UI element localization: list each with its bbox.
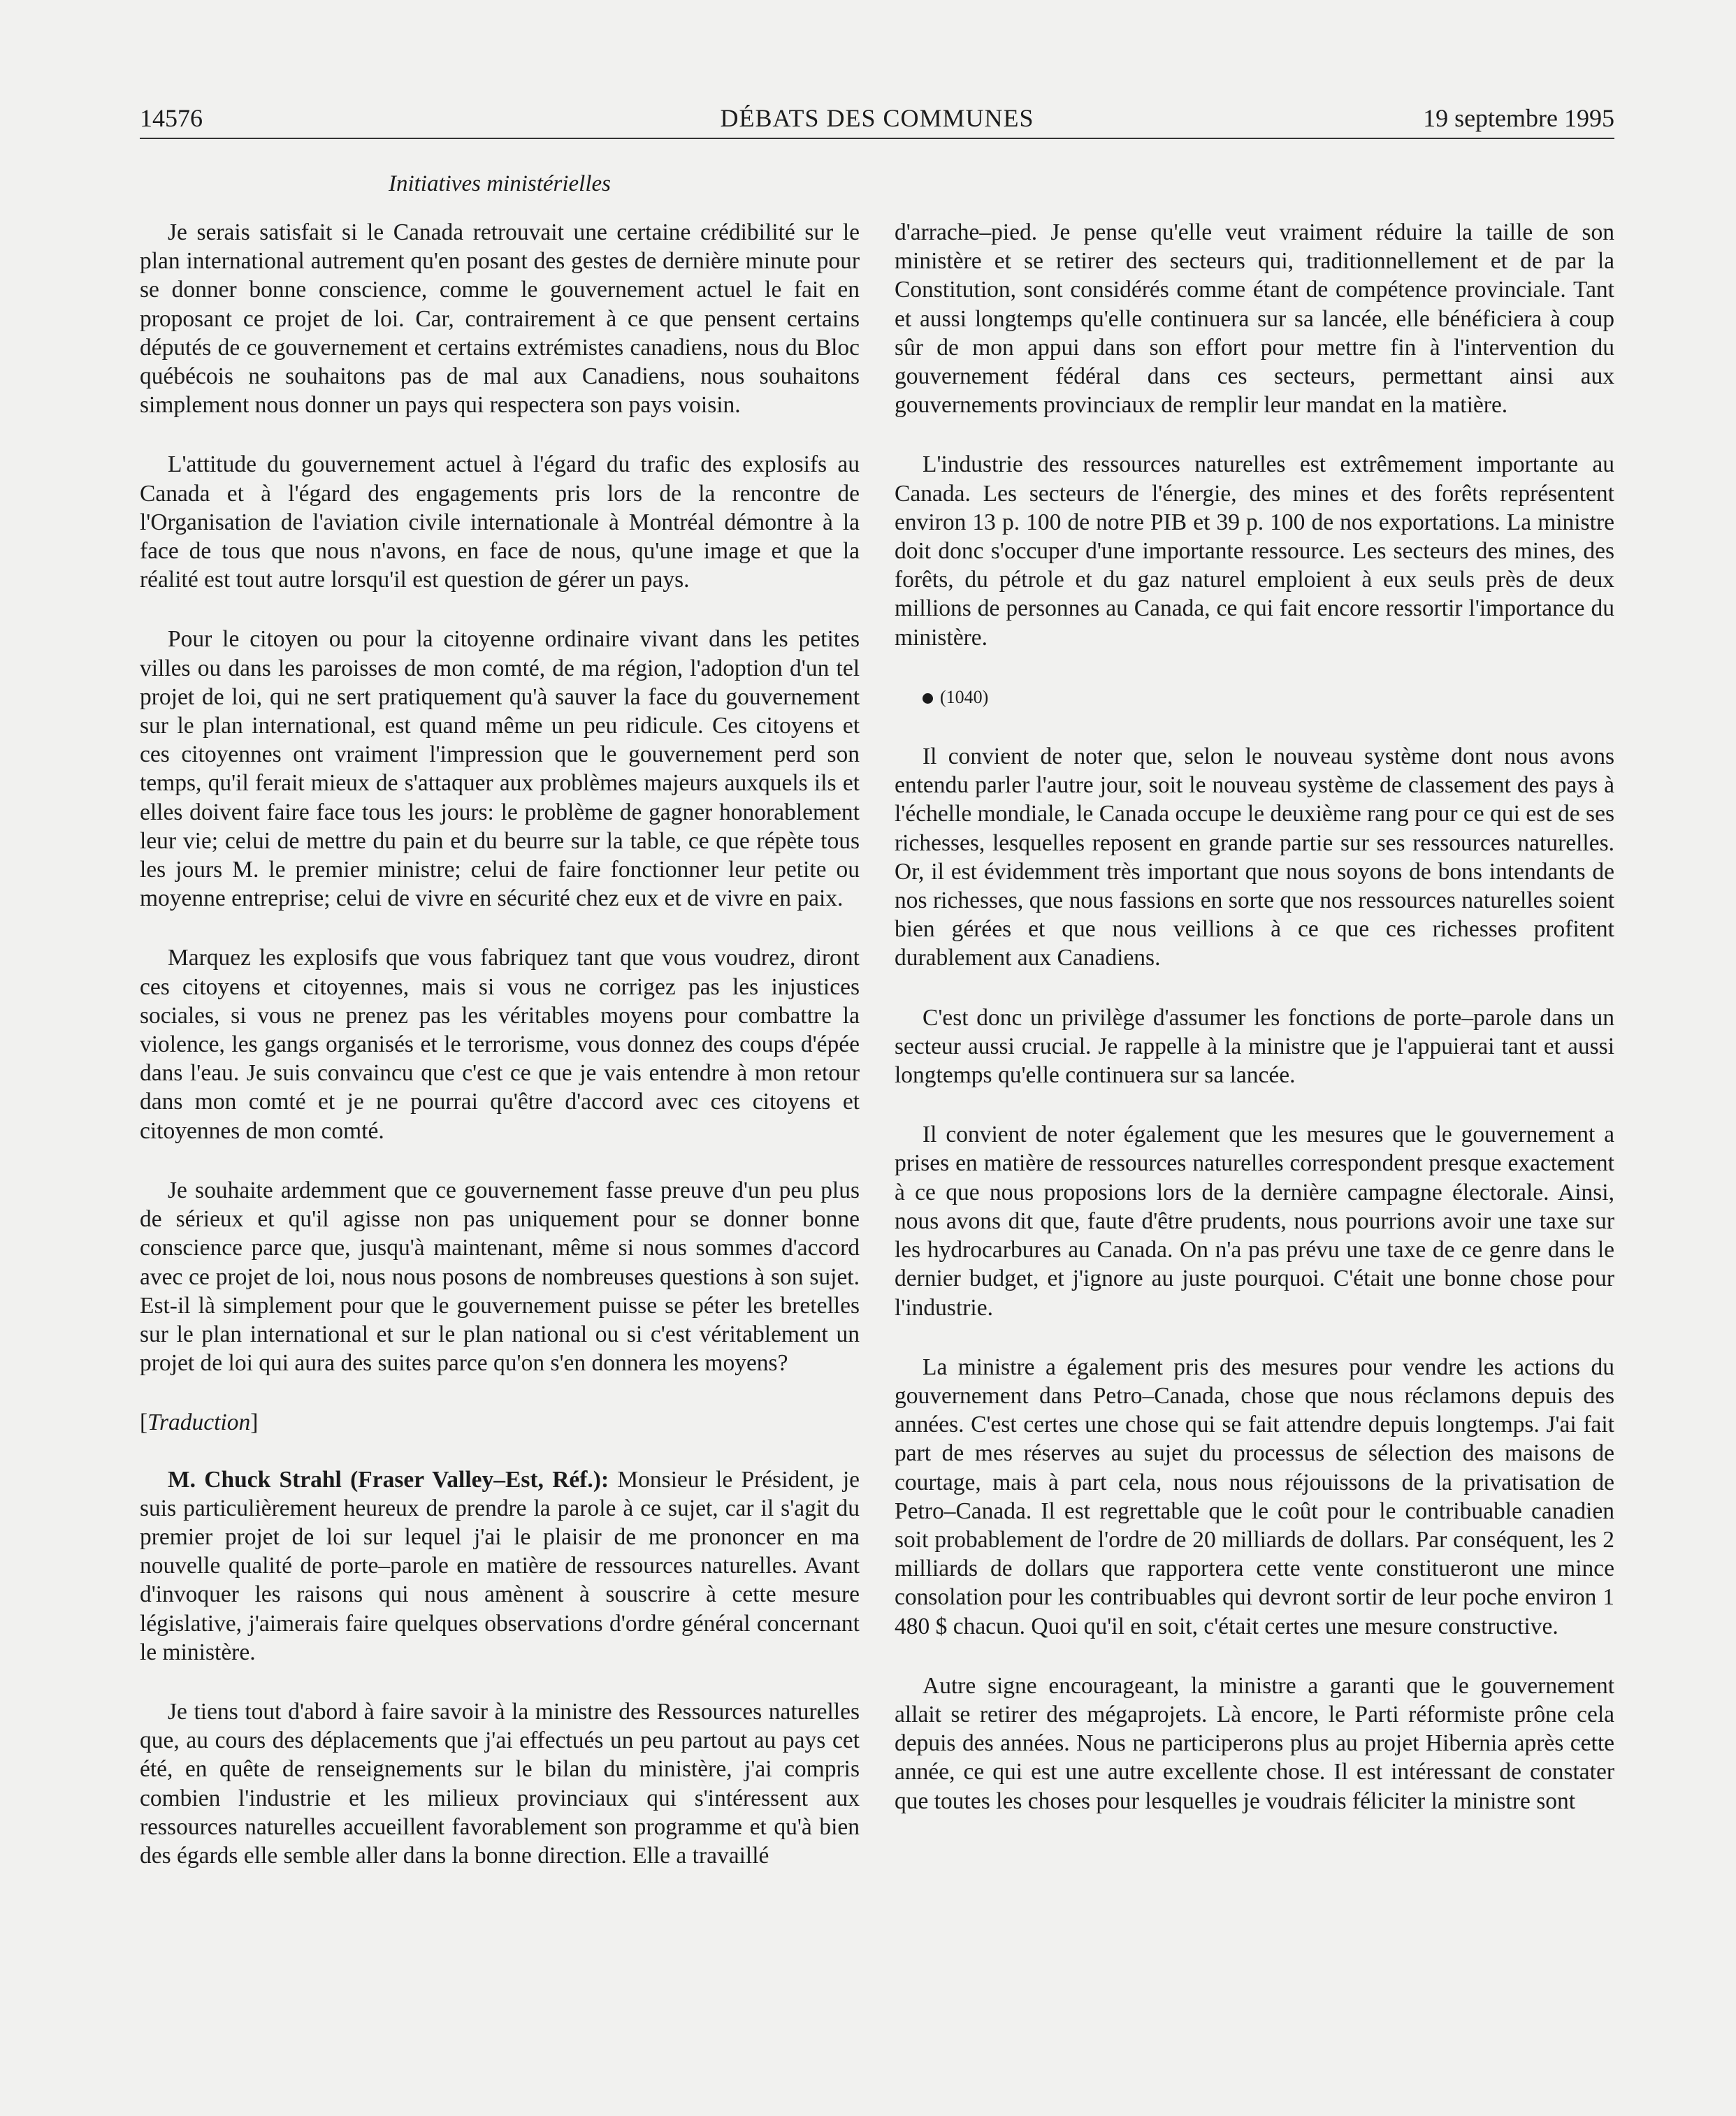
right-column	[895, 218, 1614, 1846]
paragraph: La ministre a également pris des mesures pour vendre les actions du gouvernement dans Petro–Canada, chose que nous réclamons depuis des années. C'est certes une chose qui se fait attendre depuis longtemps. J'ai fait part de mes réserves au sujet du processus de sélection des maisons de courtage, mais à part cela, nous nous réjouissons de la privatisation de Petro–Canada. Il est regrettable que le coût pour le contribuable canadien soit probablement de l'ordre de 20 milliards de dollars. Par conséquent, les 2 milliards de dollars que rapportera cette vente constitueront une mince consolation pour les contribuables qui devront sortir de leur poche environ 1 480 $ chacun. Quoi qu'il en soit, c'était certes une mesure constructive.	[895, 1354, 1614, 1639]
page-header	[140, 98, 1614, 140]
paragraph: Pour le citoyen ou pour la citoyenne ordinaire vivant dans les petites villes ou dans les paroisses de mon comté, de ma région, l'adoption d'un tel projet de loi, qui ne sert pratiquement qu'à sauver la face du gouvernement sur le plan international, est quand même un peu ridicule. Ces citoyens et ces citoyennes ont vraiment l'impression que le gouvernement perd son temps, qu'il ferait mieux de s'attaquer aux problèmes majeurs auxquels ils et elles doivent faire face tous les jours: le problème de gagner honorablement leur vie; celui de mettre du pain et du beurre sur la table, ce que répète tous les jours M. le premier ministre; celui de faire fonctionner leur petite ou moyenne entreprise; celui de vivre en sécurité chez eux et de vivre en paix.	[140, 626, 860, 912]
speaker-name: M. Chuck Strahl (Fraser Valley–Est, Réf.):	[168, 1466, 609, 1493]
translation-label: Traduction	[147, 1410, 251, 1436]
timestamp: (1040)	[940, 686, 989, 707]
left-column	[140, 218, 860, 1901]
paragraph: Il convient de noter également que les mesures que le gouvernement a prises en matière de ressources naturelles correspondent presque exactement à ce que nous proposions lors de la dernière campagne électorale. Ainsi, nous avons dit que, faute d'être prudents, nous pourrions avoir une taxe sur les hydrocarbures au Canada. On n'a pas prévu une taxe de ce genre dans le dernier budget, et j'ignore au juste pourquoi. C'était une bonne chose pour l'industrie.	[895, 1122, 1614, 1321]
speech-paragraph	[140, 1465, 860, 1667]
paragraph: Autre signe encourageant, la ministre a garanti que le gouvernement allait se retirer des mégaprojets. Là encore, le Parti réformiste prône cela depuis des années. Nous ne participerons plus au projet Hibernia après cette année, ce qui est une autre excellente chose. Il est intéressant de constater que toutes les choses pour lesquelles je voudrais féliciter la ministre sont	[895, 1672, 1614, 1814]
paragraph: d'arrache–pied. Je pense qu'elle veut vraiment réduire la taille de son ministère et se retirer des secteurs qui, traditionnellement et de par la Constitution, sont considérés comme étant de compétence provinciale. Tant et aussi longtemps qu'elle continuera sur sa lancée, elle bénéficiera à coup sûr de mon appui dans son effort pour mettre fin à l'intervention du gouvernement fédéral dans ces secteurs, permettant ainsi aux gouvernements provinciaux de remplir leur mandat en la matière.	[895, 219, 1614, 419]
section-title: Initiatives ministérielles	[388, 171, 612, 196]
speech-text: Monsieur le Président, je suis particulièrement heureux de prendre la parole à ce sujet, car il s'agit du premier projet de loi sur lequel j'ai le plaisir de me prononcer en ma nouvelle qualité de porte–parole en matière de ressources naturelles. Avant d'invoquer les raisons qui nous amènent à souscrire à cette mesure législative, j'aimerais faire quelques observations d'ordre général concernant le ministère.	[140, 1466, 860, 1665]
timestamp-marker	[895, 683, 1614, 711]
paragraph: Marquez les explosifs que vous fabriquez tant que vous voudrez, diront ces citoyens et citoyennes, mais si vous ne corrigez pas les injustices sociales, si vous ne prenez pas les véritables moyens pour combattre la violence, les gangs organisés et le terrorisme, vous donnez des coups d'épée dans l'eau. Je suis convaincu que c'est ce que je vais entendre à mon retour dans mon comté et je ne pourrai qu'être d'accord avec ces citoyens et citoyennes de mon comté.	[140, 945, 860, 1144]
paragraph: Il convient de noter que, selon le nouveau système dont nous avons entendu parler l'autre jour, soit le nouveau système de classement des pays à l'échelle mondiale, le Canada occupe le deuxième rang pour ce qui est de ses richesses, lesquelles reposent en grande partie sur ses ressources naturelles. Or, il est évidemment très important que nous soyons de bons intendants de nos richesses, que nous fassions en sorte que nos ressources naturelles soient bien gérées et que nous veillions à ce que ces richesses profitent durablement aux Canadiens.	[895, 744, 1614, 971]
page-number: 14576	[140, 104, 203, 132]
translation-marker: [Traduction]	[140, 1410, 259, 1436]
paragraph: L'industrie des ressources naturelles est extrêmement importante au Canada. Les secteurs de l'énergie, des mines et des forêts représentent environ 13 p. 100 de notre PIB et 39 p. 100 de nos exportations. La ministre doit donc s'occuper d'une importante ressource. Les secteurs des mines, des forêts, du pétrole et du gaz naturel emploient à eux seuls près de deux millions de personnes au Canada, ce qui fait encore ressortir l'importance du ministère.	[895, 451, 1614, 651]
paragraph: C'est donc un privilège d'assumer les fonctions de porte–parole dans un secteur aussi crucial. Je rappelle à la ministre que je l'appuierai tant et aussi longtemps qu'elle continuera sur sa lancée.	[895, 1004, 1614, 1089]
paragraph: Je tiens tout d'abord à faire savoir à la ministre des Ressources naturelles que, au cours des déplacements que j'ai effectués un peu partout au pays cet été, en quête de renseignements sur le bilan du ministère, j'ai compris combien l'industrie et les milieux provinciaux qui s'intéressent aux ressources naturelles accueillent favorablement son programme et qu'à bien des égards elle semble aller dans la bonne direction. Elle a travaillé	[140, 1698, 860, 1869]
paragraph: L'attitude du gouvernement actuel à l'égard du trafic des explosifs au Canada et à l'égard des engagements pris lors de la rencontre de l'Organisation de l'aviation civile internationale à Montréal démontre à la face de tous que nous n'avons, en face de nous, qu'une image et que la réalité est tout autre lorsqu'il est question de gérer un pays.	[140, 451, 860, 593]
paragraph: Je souhaite ardemment que ce gouvernement fasse preuve d'un peu plus de sérieux et qu'il agisse non pas uniquement pour se donner bonne conscience parce que, jusqu'à maintenant, même si nous sommes d'accord avec ce projet de loi, nous nous posons de nombreuses questions à son sujet. Est-il là simplement pour que le gouvernement puisse se péter les bretelles sur le plan international et sur le plan national ou si c'est véritablement un projet de loi qui aura des suites parce qu'on s'en donnera les moyens?	[140, 1177, 860, 1377]
publication-date: 19 septembre 1995	[1423, 104, 1614, 132]
bullet-icon	[923, 693, 933, 704]
paragraph: Je serais satisfait si le Canada retrouvait une certaine crédibilité sur le plan international autrement qu'en posant des gestes de dernière minute pour se donner bonne conscience, comme le gouvernement actuel le fait en proposant ce projet de loi. Car, contrairement à ce que pensent certains députés de ce gouvernement et certains extrémistes canadiens, nous du Bloc québécois ne souhaitons pas de mal aux Canadiens, nous souhaitons simplement nous donner un pays qui respectera son pays voisin.	[140, 219, 860, 419]
publication-title: DÉBATS DES COMMUNES	[720, 104, 1034, 132]
header-rule	[140, 138, 1614, 139]
